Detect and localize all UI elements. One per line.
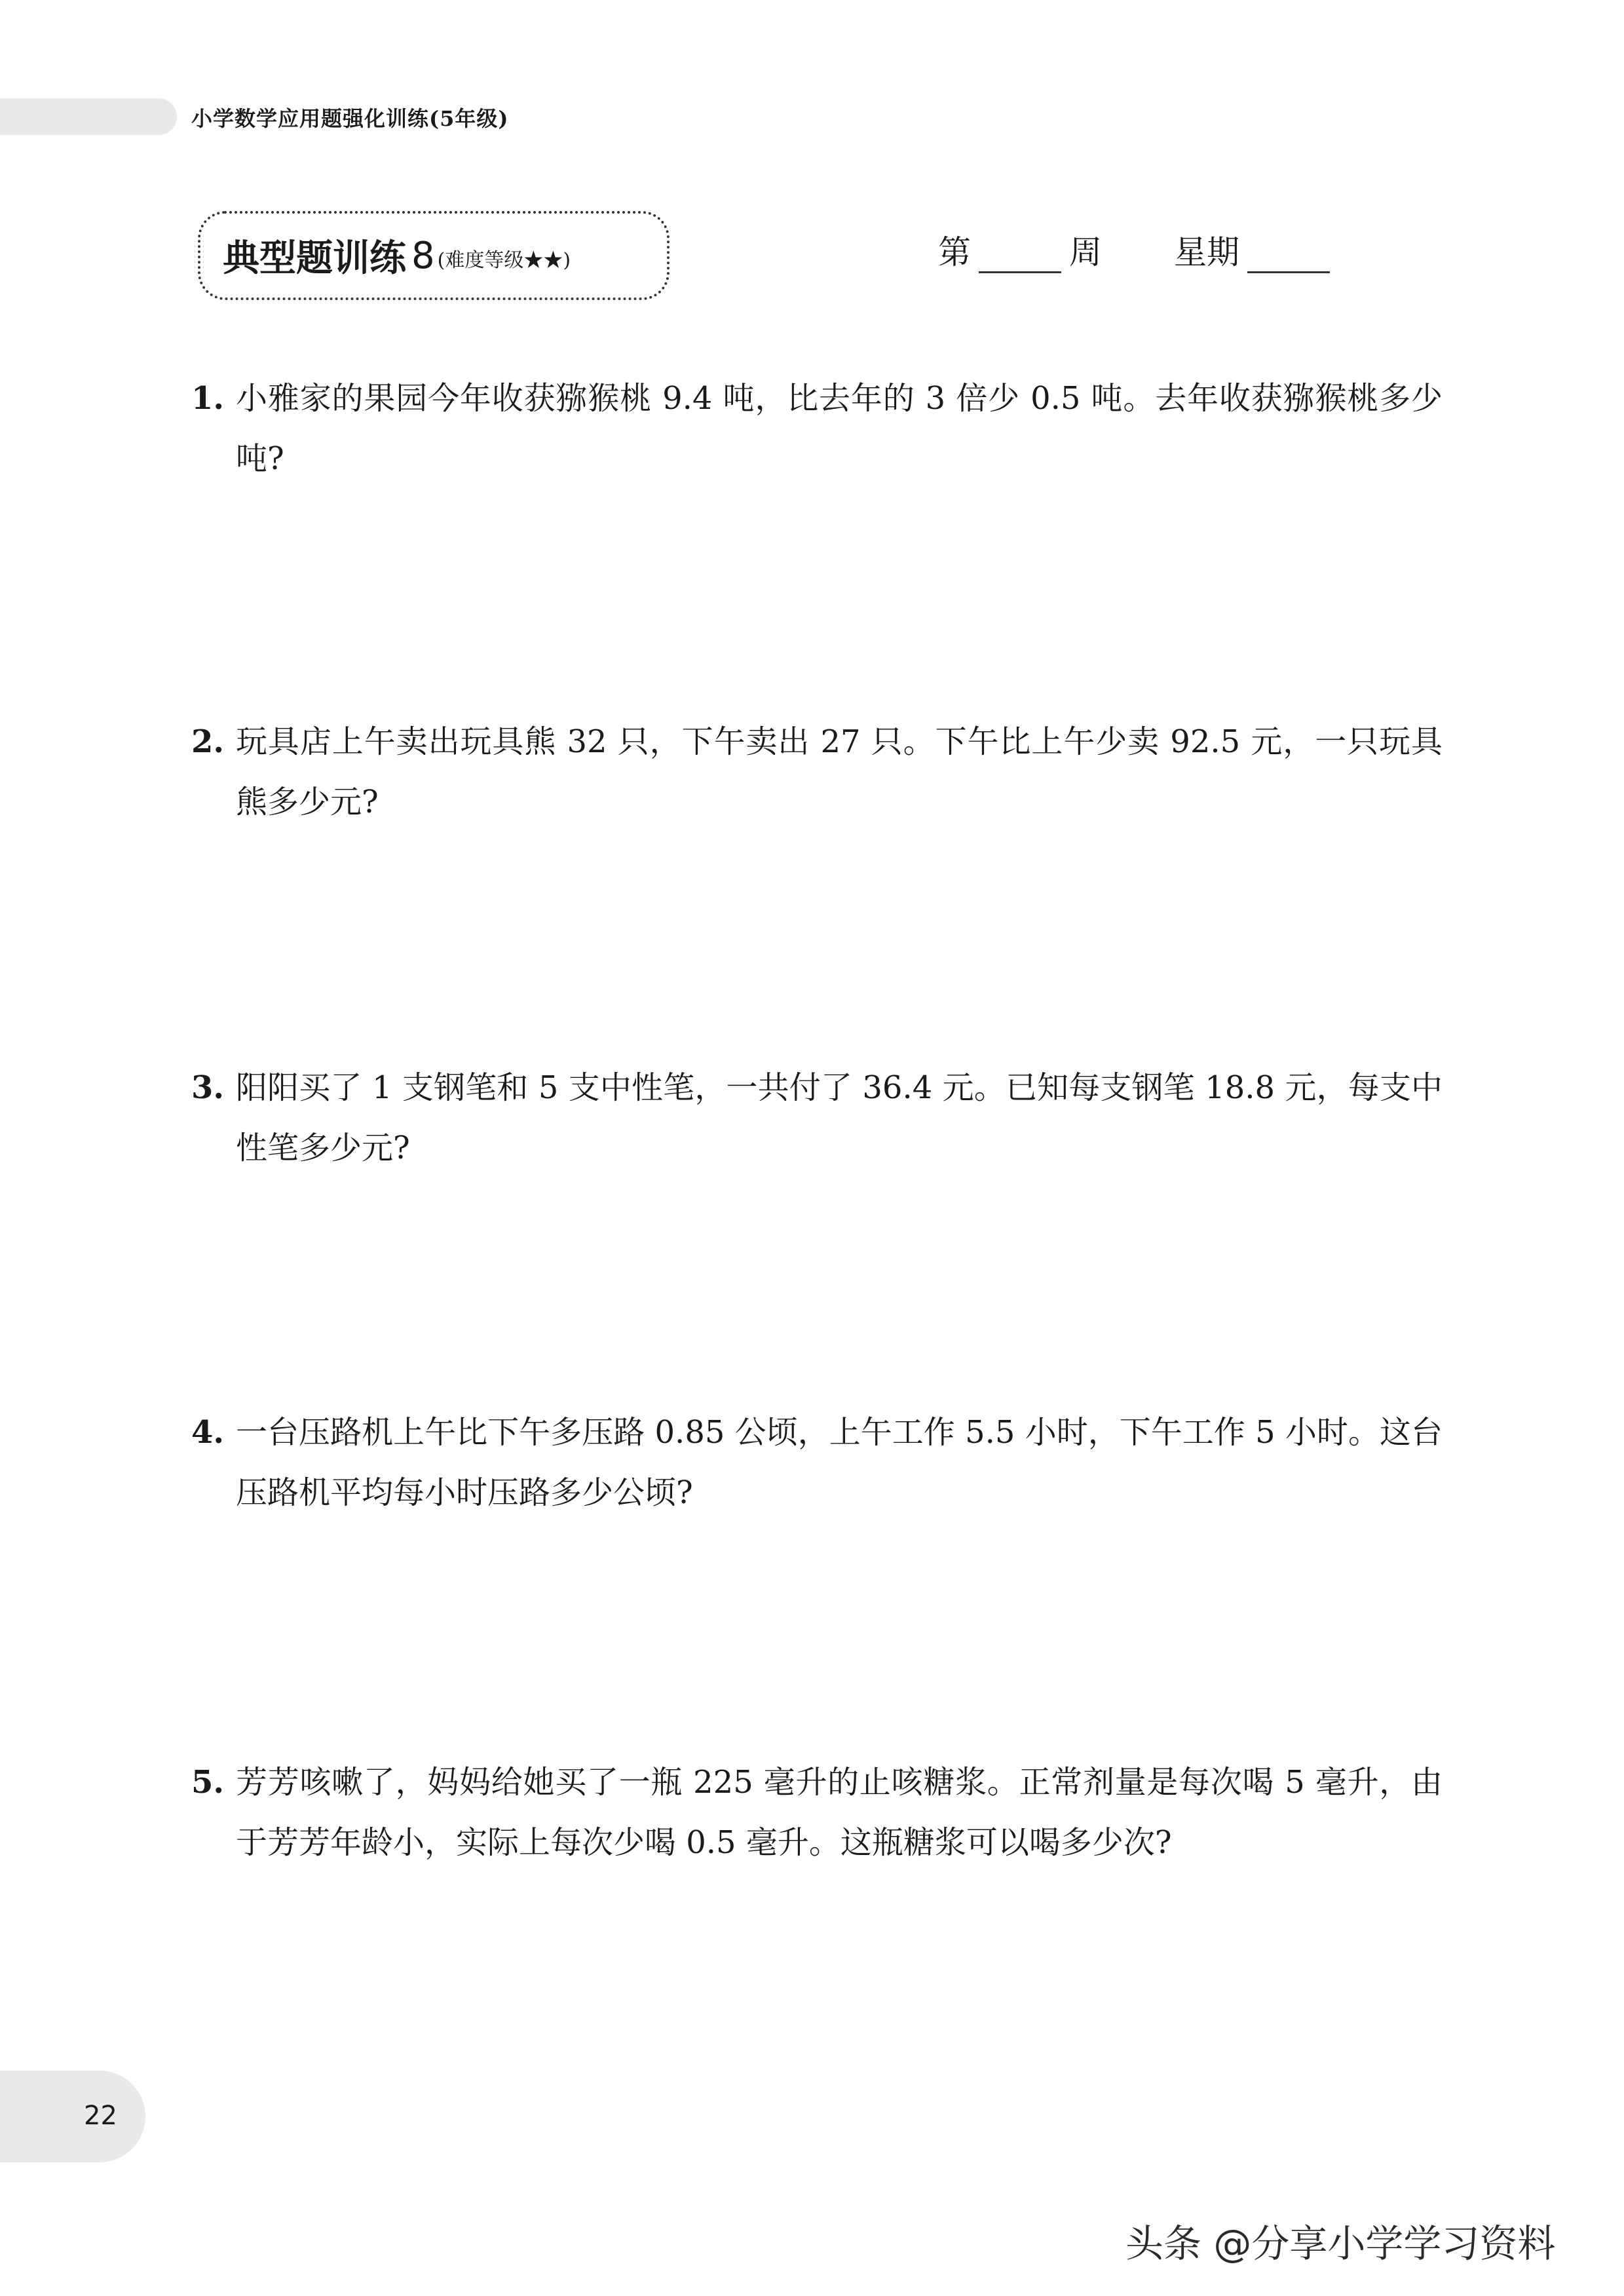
problem-number: 4. — [191, 1414, 225, 1451]
week-suffix: 周 — [1069, 233, 1102, 271]
problem-number: 2. — [191, 723, 225, 760]
problem-text: 阳阳买了 1 支钢笔和 5 支中性笔，一共付了 36.4 元。已知每支钢笔 18.8 元，每支中性笔多少元? — [236, 1069, 1443, 1166]
book-title: 小学数学应用题强化训练(5年级) — [191, 106, 509, 131]
section-title: 典型题训练 — [223, 237, 406, 280]
section-number: 8 — [411, 234, 435, 277]
problem-3 — [191, 1058, 1443, 1178]
problem-number: 5. — [191, 1764, 225, 1801]
page-tab — [0, 2071, 145, 2162]
week-blank[interactable] — [979, 232, 1061, 273]
problem-1 — [191, 368, 1443, 489]
problem-number: 3. — [191, 1069, 225, 1106]
problem-4 — [191, 1402, 1443, 1523]
problem-number: 1. — [191, 380, 225, 417]
section-title-badge — [198, 211, 670, 300]
problem-text: 一台压路机上午比下午多压路 0.85 公顷，上午工作 5.5 小时，下午工作 5 小时。这台压路机平均每小时压路多少公顷? — [236, 1414, 1443, 1511]
problem-text: 芳芳咳嗽了，妈妈给她买了一瓶 225 毫升的止咳糖浆。正常剂量是每次喝 5 毫升，由于芳芳年龄小，实际上每次少喝 0.5 毫升。这瓶糖浆可以喝多少次? — [236, 1764, 1443, 1861]
watermark: 头条 @分享小学学习资料 — [1125, 2221, 1556, 2266]
weekday-label: 星期 — [1174, 233, 1239, 271]
date-fields — [938, 226, 1338, 273]
page-number: 22 — [84, 2101, 117, 2131]
header-tab — [0, 98, 177, 135]
problem-text: 玩具店上午卖出玩具熊 32 只，下午卖出 27 只。下午比上午少卖 92.5 元，一只玩具熊多少元? — [236, 723, 1443, 820]
problem-text: 小雅家的果园今年收获猕猴桃 9.4 吨，比去年的 3 倍少 0.5 吨。去年收获猕猴桃多少吨? — [236, 380, 1443, 477]
problem-5 — [191, 1752, 1443, 1873]
week-prefix: 第 — [938, 233, 971, 271]
problem-2 — [191, 712, 1443, 832]
weekday-blank[interactable] — [1247, 232, 1330, 273]
difficulty-level: (难度等级★★) — [437, 249, 571, 272]
